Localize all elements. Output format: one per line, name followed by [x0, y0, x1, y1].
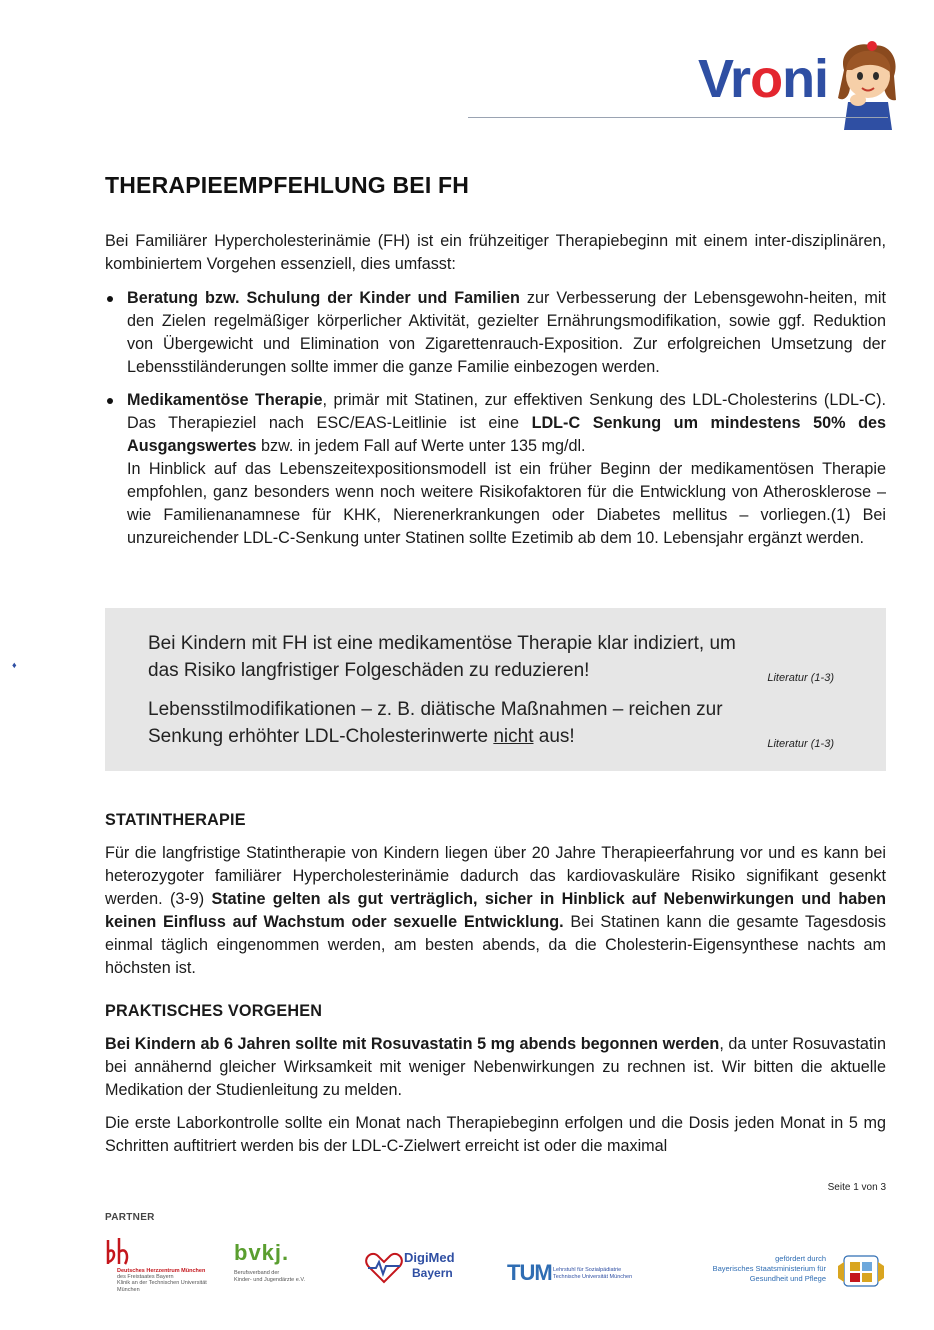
statin-text-1: Für die langfristige Statintherapie von Kindern liegen über 20 Jahre Therapieerfahrung vor und es kann bei heterozygoter familiärer Hypercholesterinämie dadurch das kardiovaskuläre Risiko signifikant gesenkt werden. (3-9) — [105, 844, 886, 908]
tum-logo: TUM — [507, 1260, 552, 1285]
diamond-marker-icon: ♦ — [12, 660, 17, 670]
digimed-subtitle: Bayern — [412, 1266, 453, 1280]
bullet-2-bold: Medikamentöse Therapie — [127, 391, 323, 409]
callout-line-2-a: Lebensstilmodifikationen – z. B. diätische Maßnahmen – reichen zur Senkung erhöhter LDL-Cholesterinwerte — [148, 699, 723, 747]
partner-digimed — [364, 1246, 464, 1286]
dhm-line-1: Deutsches Herzzentrum München — [117, 1268, 206, 1274]
tum-line-2: Technische Universität München — [553, 1274, 633, 1280]
intro-paragraph: Bei Familiärer Hypercholesterinämie (FH) ist ein frühzeitiger Therapiebeginn mit einem inter-disziplinären, kombiniertem Vorgehen essenziell, dies umfasst: — [105, 232, 886, 273]
bvkj-line-2: Kinder- und Jugendärzte e.V. — [234, 1276, 306, 1283]
practical-paragraph-2: Die erste Laborkontrolle sollte ein Monat nach Therapiebeginn erfolgen und die Dosis jeden Monat in 5 mg Schritten auftitriert werden bis der LDL-C-Zielwert erreicht ist oder die maximal — [105, 1114, 886, 1155]
statin-paragraph — [105, 842, 886, 980]
bavarian-coat-of-arms-icon — [836, 1254, 886, 1288]
bullet-2-text3: In Hinblick auf das Lebenszeitexpositionsmodell ist ein früher Beginn der medikamentösen Therapie empfohlen, ganz besonders wenn noch weitere Risikofaktoren für die Entwicklung von Atherosklerose – wie Familienanamnese für KHK, Nierenerkrankungen oder Diabetes mellitus – vorliegen.(1) Bei unzureichender LDL-C-Senkung unter Statinen sollte Ezetimib ab dem 10. Lebensjahr ergänzt werden. — [127, 460, 886, 547]
bullet-icon — [107, 398, 113, 404]
bvkj-logo: bvkj. — [234, 1240, 290, 1265]
bullet-1-bold: Beratung bzw. Schulung der Kinder und Familien — [127, 289, 520, 307]
bullet-2-text1: , primär mit Statinen, zur effektiven Senkung des LDL-Cholesterins (LDL-C). Das Therapieziel nach ESC/EAS-Leitlinie ist eine — [127, 391, 886, 432]
statin-bold: Statine gelten als gut verträglich, sicher in Hinblick auf Nebenwirkungen und haben keinen Einfluss auf Wachstum oder sexuelle Entwicklung. — [105, 890, 887, 931]
practical-paragraph-1 — [105, 1033, 886, 1102]
bullet-1-text: zur Verbesserung der Lebensgewohn-heiten, mit den Zielen regelmäßiger körperlicher Aktivität, gezielter Ernährungsmodifikation, sowie ggf. Reduktion von Übergewicht und Elimination von Zigarettenrauch-Exposition. Zur erfolgreichen Umsetzung der Lebensstiländerungen sollte immer die ganze Familie einbezogen werden. — [127, 289, 886, 376]
logo-o: o — [750, 49, 783, 109]
digimed-title: DigiMed — [404, 1250, 455, 1265]
partner-bvkj — [234, 1242, 334, 1288]
statin-heading: STATINTHERAPIE — [105, 811, 246, 829]
therapy-bullet-list — [105, 287, 886, 560]
bullet-2-bold2: LDL-C Senkung um mindestens 50% des Ausgangswertes — [127, 414, 886, 455]
callout-ref-1: Literatur (1-3) — [767, 672, 834, 684]
vroni-logo — [698, 49, 829, 109]
header-divider — [468, 117, 888, 118]
practical-heading: PRAKTISCHES VORGEHEN — [105, 1002, 323, 1020]
gov-line-3: Gesundheit und Pflege — [749, 1274, 826, 1283]
logo-suffix: ni — [782, 49, 829, 109]
list-item — [105, 389, 886, 550]
bullet-2-text2: bzw. in jedem Fall auf Werte unter 135 mg/dl. — [256, 437, 586, 455]
dhm-logo-icon — [105, 1236, 131, 1268]
dhm-line-2: des Freistaates Bayern — [117, 1274, 174, 1280]
bullet-icon — [107, 296, 113, 302]
gov-line-2: Bayerisches Staatsministerium für — [712, 1264, 826, 1273]
page-title: THERAPIEEMPFEHLUNG BEI FH — [105, 172, 470, 198]
callout-line-2-b: aus! — [533, 726, 575, 747]
partner-label: PARTNER — [105, 1212, 155, 1223]
practical-text-1: , da unter Rosuvastatin bei annähernd gleicher Wirksamkeit mit weniger Nebenwirkungen zu rechnen ist. Wir bitten die aktuelle Medikation der Studienleitung zu melden. — [105, 1035, 886, 1099]
callout-line-2 — [148, 696, 768, 750]
digimed-heart-icon — [364, 1250, 404, 1284]
gov-line-1: gefördert durch — [775, 1254, 826, 1263]
statin-text-2: Bei Statinen kann die gesamte Tagesdosis einmal täglich eingenommen werden, am besten abends, da die Cholesterin-Eigensynthese nachts am höchsten ist. — [105, 913, 887, 977]
callout-row-2 — [148, 696, 868, 752]
logo-prefix: Vr — [698, 49, 751, 109]
tum-line-1: Lehrstuhl für Sozialpädiatrie — [553, 1267, 622, 1273]
callout-row-1 — [148, 630, 868, 686]
dhm-line-3: Klinik an der Technischen Universität München — [117, 1280, 207, 1293]
page-number: Seite 1 von 3 — [827, 1182, 886, 1193]
partner-ministry — [690, 1254, 886, 1288]
callout-ref-2: Literatur (1-3) — [767, 738, 834, 750]
bvkj-line-1: Berufsverband der — [234, 1270, 280, 1276]
partner-tum — [507, 1262, 647, 1286]
list-item — [105, 287, 886, 379]
practical-bold: Bei Kindern ab 6 Jahren sollte mit Rosuvastatin 5 mg abends begonnen werden — [105, 1035, 720, 1053]
callout-line-1: Bei Kindern mit FH ist eine medikamentöse Therapie klar indiziert, um das Risiko langfristiger Folgeschäden zu reduzieren! — [148, 633, 736, 681]
callout-box — [105, 608, 886, 771]
partner-dhm — [105, 1236, 207, 1293]
callout-line-2-underlined: nicht — [493, 726, 534, 747]
